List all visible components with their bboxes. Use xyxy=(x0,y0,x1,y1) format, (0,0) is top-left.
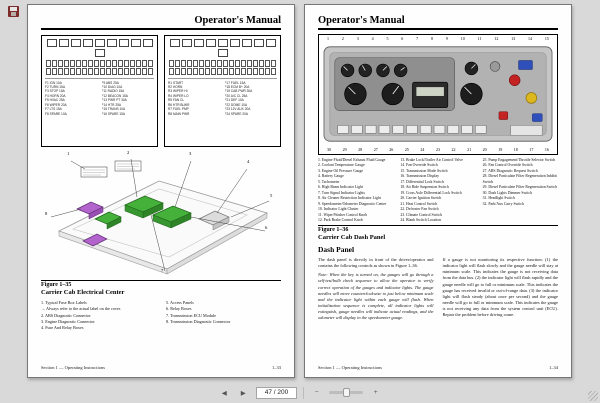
figure-callout: 27 xyxy=(373,146,378,152)
fuse-slot xyxy=(175,68,180,75)
fuse-slot xyxy=(70,68,75,75)
fuse-slot xyxy=(70,60,75,67)
figure-callout: 30 xyxy=(327,146,331,152)
legend-entry: 28. Diesel Particulate Filter Regeneration Inhibit Switch xyxy=(482,174,557,184)
figure-callout: 18 xyxy=(513,146,518,152)
fuse-slot xyxy=(170,39,180,47)
fuse-slot xyxy=(130,68,135,75)
body-column-right xyxy=(443,257,559,325)
fuse-slot xyxy=(194,39,204,47)
fuse-slot xyxy=(218,39,228,47)
fuse-slot xyxy=(118,60,123,67)
fuse-slot xyxy=(266,39,276,47)
legend-entry: 27. ABS Diagnostic Request Switch xyxy=(482,168,538,173)
fuse-label: F2 TURN 15A xyxy=(45,84,65,89)
fuse-slot xyxy=(94,60,99,67)
relay-grid xyxy=(45,39,154,57)
fuse-label: F22 DOME 10A xyxy=(224,102,247,107)
fuse-label: F24 SPARE 20A xyxy=(224,111,249,116)
fuse-slot xyxy=(52,60,57,67)
figure-callout: 11 xyxy=(477,35,482,41)
legend-entry: 13. Brake Lock/Trailer Air Control Valve xyxy=(400,157,463,162)
relay-grid xyxy=(168,39,277,57)
legend-entry: 8. Air Cleaner Restriction Indicator Light xyxy=(318,196,381,200)
legend-entry: 14. Fan Override Switch xyxy=(400,163,438,167)
figure-callout: 12 xyxy=(494,35,499,41)
dash-panel-figure xyxy=(318,34,558,155)
figure-callout: 9 xyxy=(445,35,448,41)
legend-entry: 22. Defroster Fan Switch xyxy=(400,207,439,211)
fuse-slot xyxy=(182,39,192,47)
fuse-slot xyxy=(211,60,216,67)
fuse-slot xyxy=(106,68,111,75)
figure-callout: 8 xyxy=(45,210,48,216)
legend-entry: 5. Tachometer xyxy=(318,179,340,184)
figure-legend xyxy=(41,300,281,331)
legend-entry: 23. Climate Control Switch xyxy=(400,212,443,217)
figure-label: Figure 1–35 xyxy=(41,282,72,288)
figure-title: Carrier Cab Electrical Center xyxy=(41,289,125,296)
fuse-slot xyxy=(230,39,240,47)
note-paragraph: Note: When the key is turned on, the gauges will go through a self-test/bulb check sequence to allow the operator to verify correct operation of the gauges and indicator lights. The gauge needles will move counterclockwise to just below minimum scale and the indicator light within each gauge will flash. When initialization sequence is complete, all indicator lights will extinguish, gauge needles will indicate actual readings, and the odometer will display in the speedometer gauge. xyxy=(318,272,434,321)
legend-entry: 8. Transmission Diagnostic Connector xyxy=(166,318,231,324)
figure-callout: 25 xyxy=(404,146,409,152)
fuse-slot xyxy=(187,68,192,75)
fuse-slot xyxy=(223,60,228,67)
fuse-slot xyxy=(206,39,216,47)
figure-callout: 19 xyxy=(498,146,503,152)
figure-callout: 2 xyxy=(341,35,344,41)
legend-entry: 2. ABS Diagnostic Connector xyxy=(41,312,91,318)
figure-label: Figure 1–36 xyxy=(318,227,349,233)
fuse-slot xyxy=(82,60,87,67)
fuse-label: F8 SPARE 10A xyxy=(45,111,67,116)
fuse-label: F20 A/C CL 25A xyxy=(224,93,248,98)
fuse-slot xyxy=(143,39,153,47)
figure-caption xyxy=(318,225,558,242)
fuse-slot xyxy=(229,60,234,67)
figure-callout: 3 xyxy=(189,150,192,156)
legend-entry: 15. Transmission Mode Switch xyxy=(400,168,448,173)
legend-entry: 18. Air Ride Suspension Switch xyxy=(400,185,449,189)
figure-callout: 10 xyxy=(460,35,465,41)
legend-entry: 6. Relay Boxes xyxy=(166,306,192,312)
fuse-slot xyxy=(187,60,192,67)
legend-entry: 10. Indicator Light Cluster xyxy=(318,207,359,211)
fuse-box-diagrams xyxy=(41,35,281,147)
legend-entry: 1. Engine Fluid/Diesel Exhaust Fluid Gauge xyxy=(318,157,386,162)
legend-entry: 26. Fan Control Override Switch xyxy=(482,163,533,167)
fuse-slot xyxy=(271,60,276,67)
fuse-slot xyxy=(205,60,210,67)
legend-entry: → Always refer to the actual label on the cover. xyxy=(41,306,121,312)
fuse-slot xyxy=(95,39,105,47)
fuse-slot xyxy=(265,60,270,67)
fuse-label: R4 WIPER LO xyxy=(168,93,189,98)
fuse-label: R1 START xyxy=(168,80,184,85)
fuse-label: F5 HVAC 25A xyxy=(45,98,65,103)
figure-callout: 17 xyxy=(529,146,534,152)
fuse-slot xyxy=(46,60,51,67)
fuse-slot xyxy=(106,60,111,67)
figure-callout: 8 xyxy=(431,35,434,41)
fuse-slot xyxy=(124,60,129,67)
fuse-label: F14 HTR 25A xyxy=(101,102,121,107)
footer-page-number: 1–33 xyxy=(272,365,281,370)
body-column-left xyxy=(318,257,434,325)
fuse-slot xyxy=(136,68,141,75)
fuse-slot xyxy=(83,39,93,47)
fuse-slot xyxy=(217,68,222,75)
fuse-slot xyxy=(217,60,222,67)
zoom-slider[interactable] xyxy=(329,391,363,394)
legend-entry: 2. Coolant Temperature Gauge xyxy=(318,163,365,167)
figure-callout: 5 xyxy=(270,192,273,198)
figure-callout: 3 xyxy=(356,35,359,41)
fuse-slot xyxy=(218,49,228,57)
figure-callout: 4 xyxy=(371,35,374,41)
figure-callout: 29 xyxy=(342,146,347,152)
footer-section: Section 1 — Operating Instructions xyxy=(318,365,382,370)
paragraph: The dash panel is directly in front of the driver/operator and contains the following controls as shown in Figure 1–36. xyxy=(318,257,434,269)
page-footer xyxy=(41,365,281,370)
fuse-slot xyxy=(100,60,105,67)
fuse-slot xyxy=(148,68,153,75)
page-left xyxy=(27,4,295,378)
fuse-slot xyxy=(88,60,93,67)
figure-callout: 14 xyxy=(528,35,533,41)
legend-entry: 29. Diesel Particulate Filter Regeneration Switch xyxy=(482,185,558,189)
fuse-label: F17 FUEL 15A xyxy=(224,80,246,85)
fuse-slot xyxy=(254,39,264,47)
figure-callout: 2 xyxy=(127,149,130,155)
figure-callout: 5 xyxy=(386,35,389,41)
fuse-slot xyxy=(58,68,63,75)
fuse-slot xyxy=(259,68,264,75)
figure-callout: 4 xyxy=(247,158,250,164)
fuse-label: F6 WIPER 20A xyxy=(45,102,67,107)
title-rule xyxy=(41,28,281,30)
fuse-slot xyxy=(229,68,234,75)
zoom-in-button[interactable]: + xyxy=(373,389,378,396)
fuse-slot xyxy=(235,68,240,75)
fuse-slot xyxy=(59,39,69,47)
figure-callout: 24 xyxy=(420,146,425,152)
toolbar-divider xyxy=(303,387,304,399)
fuse-slot xyxy=(119,39,129,47)
fuse-slot xyxy=(76,60,81,67)
fuse-slot xyxy=(242,39,252,47)
legend-entry: 11. Wiper/Washer Control Knob xyxy=(318,212,368,217)
fuse-slot xyxy=(235,60,240,67)
viewer-toolbar xyxy=(0,382,600,403)
figure-callout: 20 xyxy=(482,146,487,152)
figure-callout: 15 xyxy=(544,35,549,41)
figure-callout: 23 xyxy=(435,146,440,152)
fuse-slot xyxy=(211,68,216,75)
fuse-label: F23 12V AUX 20A xyxy=(224,107,251,112)
legend-entry: 30. Dash Lights Dimmer Switch xyxy=(482,190,532,195)
fuse-slot xyxy=(142,68,147,75)
legend-entry: 4. Fuse And Relay Boxes xyxy=(41,325,84,331)
fuse-slot xyxy=(259,60,264,67)
document-pages xyxy=(27,4,572,378)
legend-entry: 3. Engine Oil Pressure Gauge xyxy=(318,168,364,173)
fuse-label: F18 ECM B+ 20A xyxy=(224,84,250,89)
fuse-label: F19 CAB PWR 30A xyxy=(224,89,253,94)
fuse-label: F7 LTS 15A xyxy=(45,107,62,112)
figure-title: Carrier Cab Dash Panel xyxy=(318,234,386,241)
fuse-slot xyxy=(181,68,186,75)
fuse-slot xyxy=(199,60,204,67)
fuse-slot xyxy=(82,68,87,75)
fuse-label: F12 BEACON 15A xyxy=(101,93,128,98)
figure-callout: 6 xyxy=(265,224,268,230)
legend-entry: 7. Transmission ECU Module xyxy=(166,312,217,318)
fuse-label: R5 FAN CL xyxy=(168,98,185,103)
fuse-label: R8 MAIN PWR xyxy=(168,111,190,116)
fuse-slot xyxy=(124,68,129,75)
fuse-slot xyxy=(95,49,105,57)
zoom-slider-thumb[interactable] xyxy=(343,388,350,397)
fuse-label: F11 RADIO 15A xyxy=(101,89,125,94)
fuse-label: F9 ABS 25A xyxy=(101,80,119,85)
fuse-slot xyxy=(241,68,246,75)
fuse-slot xyxy=(247,68,252,75)
legend-entry: 20. Carrier Ignition Switch xyxy=(400,196,442,200)
fuse-slot xyxy=(193,68,198,75)
legend-entry: 24. Blank Switch Location xyxy=(400,218,442,222)
fuse-label: F15 TRANS 10A xyxy=(101,107,126,112)
fuse-slot xyxy=(130,60,135,67)
page-right xyxy=(304,4,572,378)
footer-section: Section 1 — Operating Instructions xyxy=(41,365,105,370)
figure-callout: 7 xyxy=(416,35,419,41)
legend-entry: 12. Park Brake Control Knob xyxy=(318,218,363,222)
fuse-slot xyxy=(64,68,69,75)
legend-entry: 16. Transmission Display xyxy=(400,174,440,178)
legend-entry: 17. Differential Lock Switch xyxy=(400,179,444,184)
figure-caption xyxy=(41,280,281,297)
fuse-label: F21 DEF 10A xyxy=(224,98,244,103)
fuse-slot xyxy=(131,39,141,47)
fuse-slot xyxy=(64,60,69,67)
fuse-slot xyxy=(169,60,174,67)
fuse-slot xyxy=(94,68,99,75)
legend-entry: 6. High Beam Indicator Light xyxy=(318,185,364,189)
fuse-slot xyxy=(112,60,117,67)
legend-entry: 3. Engine Diagnostic Connector xyxy=(41,318,95,324)
fuse-slot xyxy=(169,68,174,75)
fuse-slot xyxy=(47,39,57,47)
fuse-slot xyxy=(265,68,270,75)
fuse-slot xyxy=(88,68,93,75)
fuse-slot xyxy=(253,60,258,67)
page-title: Operator's Manual xyxy=(318,15,405,26)
legend-entry: 5. Access Panels xyxy=(166,300,194,305)
fuse-label: F3 STOP 15A xyxy=(45,89,65,94)
fuse-slot xyxy=(52,68,57,75)
legend-entry: 1. Typical Fuse Box Labels xyxy=(41,300,87,305)
figure-callout: 28 xyxy=(358,146,363,152)
fuse-label: R7 FUEL PMP xyxy=(168,107,189,112)
figure-callout: 1 xyxy=(327,35,329,41)
fuse-slot xyxy=(181,60,186,67)
footer-page-number: 1–34 xyxy=(549,365,558,370)
fuse-slot xyxy=(241,60,246,67)
figure-callout: 7 xyxy=(161,267,164,273)
fuse-grid xyxy=(45,60,154,75)
page-title: Operator's Manual xyxy=(194,15,281,26)
fuse-slot xyxy=(247,60,252,67)
fuse-slot xyxy=(175,60,180,67)
legend-entry: 9. Speedometer/Odometer Diagnostic Center xyxy=(318,201,387,206)
fuse-slot xyxy=(107,39,117,47)
page-footer xyxy=(318,365,558,370)
fuse-label: R2 HORN xyxy=(168,84,183,89)
figure-callout: 26 xyxy=(389,146,394,152)
fuse-slot xyxy=(76,68,81,75)
fuse-label: F13 PWR PT 30A xyxy=(101,98,127,103)
figure-callout: 6 xyxy=(401,35,404,41)
fuse-listing xyxy=(168,78,277,117)
fuse-label: F16 SPARE 15A xyxy=(101,111,126,116)
resize-grip-icon[interactable] xyxy=(588,391,598,401)
figure-callout: 13 xyxy=(511,35,516,41)
fuse-box-diagram-1 xyxy=(41,35,158,147)
fuse-label: R6 HTR BLWR xyxy=(168,102,190,107)
zoom-out-button[interactable]: − xyxy=(314,389,319,396)
legend-entry: 31. Headlight Switch xyxy=(482,196,515,200)
electrical-center-drawing xyxy=(41,151,281,279)
fuse-grid xyxy=(168,60,277,75)
legend-entry: 7. Turn Signal Indicator Lights xyxy=(318,190,365,195)
fuse-slot xyxy=(223,68,228,75)
fuse-slot xyxy=(148,60,153,67)
legend-entry: 25. Pump Engagement/Throttle Selector Switch xyxy=(482,157,556,162)
fuse-box-diagram-2 xyxy=(164,35,281,147)
legend-entry: 21. Heat Control Switch xyxy=(400,201,438,206)
fuse-slot xyxy=(112,68,117,75)
section-heading: Dash Panel xyxy=(318,245,355,254)
dash-panel-drawing xyxy=(322,42,554,146)
fuse-slot xyxy=(100,68,105,75)
legend-entry: 4. Battery Gauge xyxy=(318,174,344,178)
figure-callout: 21 xyxy=(467,146,472,152)
fuse-slot xyxy=(271,68,276,75)
legend-entry: 32. Park/Aux Carry Switch xyxy=(482,201,524,206)
fuse-label: F1 IGN 10A xyxy=(45,80,62,85)
fuse-slot xyxy=(46,68,51,75)
fuse-label: F4 HORN 20A xyxy=(45,93,66,98)
fuse-slot xyxy=(142,60,147,67)
fuse-listing xyxy=(45,78,154,117)
fuse-slot xyxy=(199,68,204,75)
page-number-display[interactable]: 47 / 200 xyxy=(256,387,298,399)
figure-callout: 22 xyxy=(451,146,456,152)
figure-callout: 1 xyxy=(67,150,70,156)
legend-entry: 19. Cross Axle Differential Lock Switch xyxy=(400,190,462,195)
fuse-slot xyxy=(205,68,210,75)
save-icon[interactable] xyxy=(8,6,19,17)
next-page-button[interactable]: ▶ xyxy=(240,389,246,397)
fuse-slot xyxy=(253,68,258,75)
paragraph: If a gauge is not monitoring its respective function: (1) the indicator light will flash slowly and the gauge needle will stay at minimum scale. This indicates the gauge is not receiving data from the data bus. (2) the indicator light will flash rapidly and the gauge needle will go to full or minimum scale. This indicates the gauge has received invalid or out-of-range data. (3) the indicator light will flash steady (about once per second) and the gauge needle will go to full or minimum scale. This indicates the gauge is not receiving any data from the system control unit (ECU). Repair the problem before driving crane. xyxy=(442,257,558,318)
fuse-slot xyxy=(118,68,123,75)
fuse-label: R3 WIPER HI xyxy=(168,89,188,94)
title-rule xyxy=(318,28,558,30)
body-text xyxy=(318,257,558,325)
fuse-label: F10 DIAG 10A xyxy=(101,84,123,89)
fuse-slot xyxy=(193,60,198,67)
fuse-slot xyxy=(136,60,141,67)
dash-legend xyxy=(318,158,558,224)
electrical-center-figure xyxy=(41,151,281,279)
fuse-slot xyxy=(58,60,63,67)
figure-callout: 16 xyxy=(544,146,549,152)
previous-page-button[interactable]: ◀ xyxy=(221,389,227,397)
fuse-slot xyxy=(71,39,81,47)
